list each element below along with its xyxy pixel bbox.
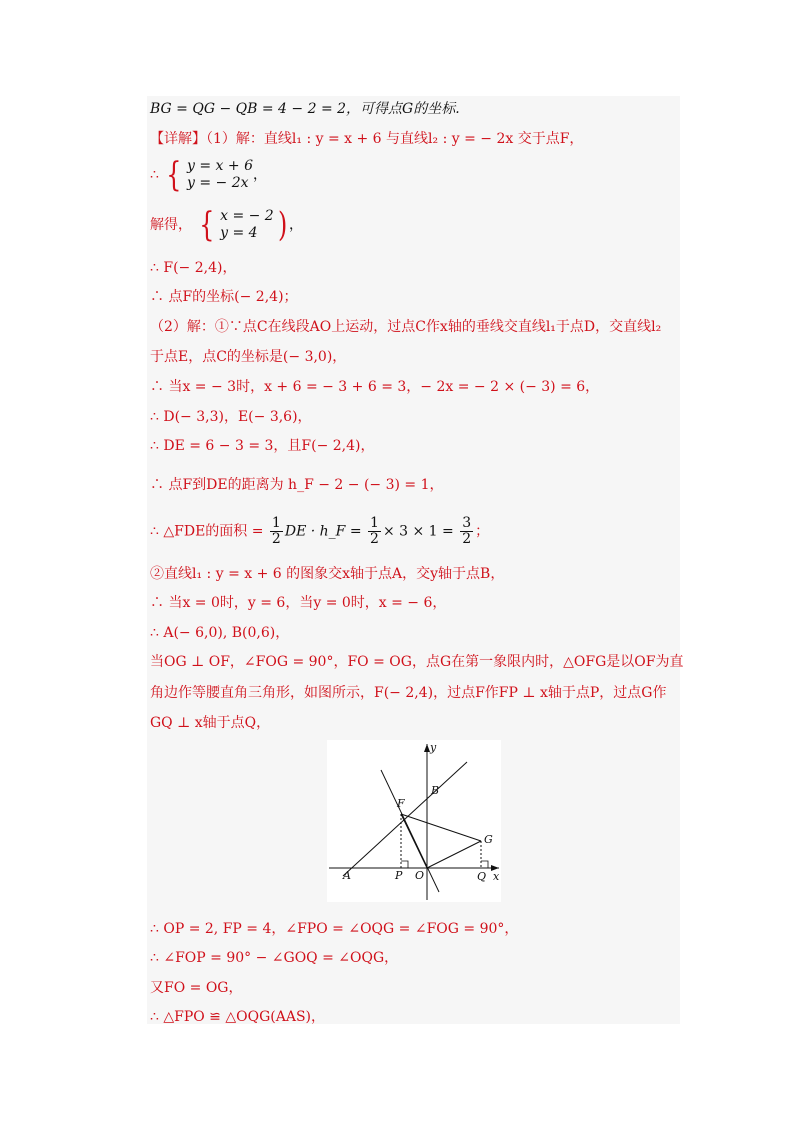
- sys2-bottom: y = 4: [220, 225, 258, 241]
- line-l1: [343, 762, 467, 876]
- geometry-figure: [327, 740, 501, 902]
- right-angle-p: [401, 861, 408, 868]
- figure-svg: [327, 740, 501, 902]
- sys1-bottom: y = − 2x: [187, 175, 249, 191]
- label-q: Q: [477, 870, 487, 883]
- text-line-part2b-intro: ②直线l₁ : y = x + 6 的图象交x轴于点A，交y轴于点B，: [150, 566, 505, 582]
- text-line-when-zero: ∴ 当x = 0时，y = 6，当y = 0时，x = − 6，: [150, 595, 447, 611]
- text-line-de-len: ∴ DE = 6 − 3 = 3，且F(− 2,4)，: [150, 438, 375, 454]
- fraction-half-2: $\frac{1}{2}$: [370, 515, 379, 547]
- text-line-d-e: ∴ D(− 3,3)，E(− 3,6)，: [150, 409, 312, 425]
- text-line-fo-og: 又FO = OG，: [150, 980, 243, 996]
- text-line-area: ∴ △FDE的面积 = $\frac{1}{2}$ DE · h_F = $\frac{1}{2}$ × 3 × 1 = $\frac{3}{2}$ ；: [150, 515, 490, 547]
- label-y: y: [430, 741, 437, 754]
- text-line-bg: BG = QG − QB = 4 − 2 = 2，可得点G的坐标.: [150, 101, 460, 117]
- text-line-congruent: ∴ △FPO ≌ △OQG(AAS)，: [150, 1009, 326, 1025]
- label-o: O: [415, 869, 425, 882]
- sys2-top: x = − 2: [220, 208, 274, 224]
- equation-system-2: 解得， { x = − 2 y = 4 ) ，: [150, 205, 303, 245]
- label-b: B: [431, 784, 440, 797]
- text-line-part2-intro: （2）解：①∵点C在线段AO上运动，过点C作x轴的垂线交直线l₁于点D，交直线l₂: [150, 319, 662, 335]
- text-line-f-coord: ∴ F(− 2,4)，: [150, 260, 237, 276]
- text-line-a-b: ∴ A(− 6,0), B(0,6)，: [150, 625, 290, 641]
- text-line-distance: ∴ 点F到DE的距离为 h_F − 2 − (− 3) = 1，: [150, 477, 444, 493]
- text-line-f-answer: ∴ 点F的坐标(− 2,4)；: [150, 289, 298, 305]
- text-line-op-fp: ∴ OP = 2, FP = 4，∠FPO = ∠OQG = ∠FOG = 90°，: [150, 921, 519, 937]
- label-g: G: [484, 833, 493, 846]
- fraction-result: $\frac{3}{2}$: [462, 515, 472, 547]
- text-line-cond1: 当OG ⊥ OF，∠FOG = 90°，FO = OG，点G在第一象限内时，△OFG是以OF为直: [150, 654, 684, 670]
- text-line-cond3: GQ ⊥ x轴于点Q，: [150, 715, 271, 731]
- segment-fo: [401, 814, 427, 868]
- right-angle-q: [481, 861, 488, 868]
- label-a: A: [343, 869, 351, 882]
- label-p: P: [395, 869, 403, 882]
- label-f: F: [397, 797, 405, 810]
- text-line-angle-eq: ∴ ∠FOP = 90° − ∠GOQ = ∠OQG，: [150, 950, 399, 966]
- sys1-top: y = x + 6: [187, 158, 253, 174]
- segment-og: [427, 841, 481, 868]
- fraction-half-1: $\frac{1}{2}$: [271, 515, 281, 547]
- text-line-part2-intro2: 于点E，点C的坐标是(− 3,0)，: [150, 349, 347, 365]
- detail-tag: 【详解】: [150, 131, 206, 147]
- label-x: x: [493, 870, 500, 883]
- text-line-part1-intro: 【详解】（1）解：直线l₁ : y = x + 6 与直线l₂ : y = − 2x 交于点F，: [150, 131, 584, 147]
- text-line-cond2: 角边作等腰直角三角形，如图所示，F(− 2,4)，过点F作FP ⊥ x轴于点P，过点G作: [150, 685, 667, 701]
- equation-system-1: ∴ { y = x + 6 y = − 2x ，: [150, 155, 267, 195]
- text-line-when-x: ∴ 当x = − 3时，x + 6 = − 3 + 6 = 3，− 2x = − 2 × (− 3) = 6，: [150, 379, 600, 395]
